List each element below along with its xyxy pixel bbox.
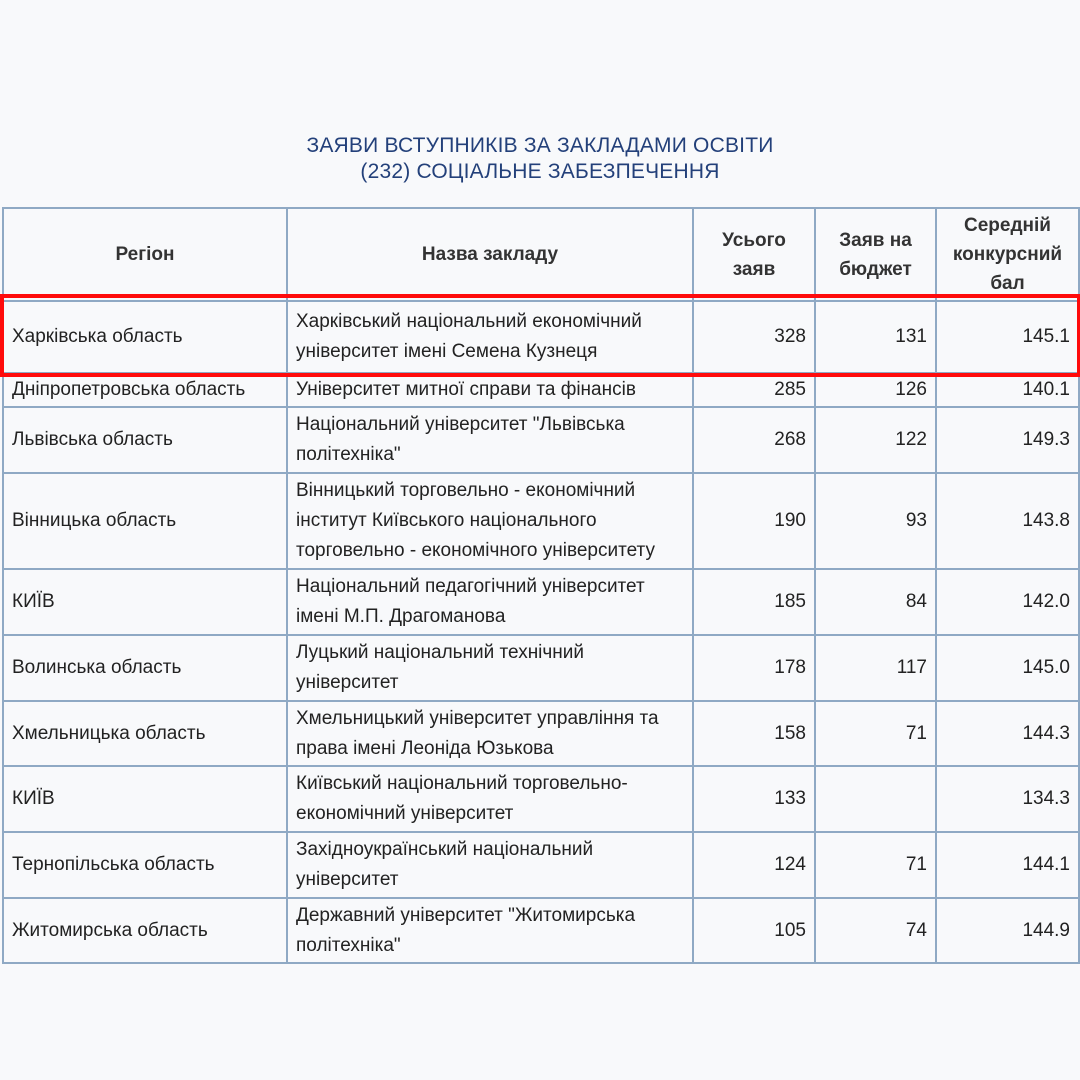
header-budget: Заяв на бюджет bbox=[815, 208, 936, 301]
table-row bbox=[3, 569, 1079, 635]
table-row bbox=[3, 473, 1079, 569]
cell-total: 190 bbox=[693, 473, 815, 569]
title-line-2: (232) СОЦІАЛЬНЕ ЗАБЕЗПЕЧЕННЯ bbox=[360, 160, 720, 183]
cell-institution: Національний університет "Львівська політехніка" bbox=[287, 407, 693, 473]
cell-budget: 71 bbox=[815, 832, 936, 898]
cell-institution: Вінницький торговельно - економічний інститут Київського національного торговельно - економічного університету bbox=[287, 473, 693, 569]
page-title bbox=[0, 133, 1080, 185]
cell-institution: Хмельницький університет управління та права імені Леоніда Юзькова bbox=[287, 701, 693, 766]
cell-avg-score: 144.3 bbox=[936, 701, 1079, 766]
cell-avg-score: 145.0 bbox=[936, 635, 1079, 701]
header-institution: Назва закладу bbox=[287, 208, 693, 301]
cell-avg-score: 145.1 bbox=[936, 301, 1079, 373]
cell-institution: Київський національний торговельно-економічний університет bbox=[287, 766, 693, 832]
table-header-row bbox=[3, 208, 1079, 301]
cell-budget: 84 bbox=[815, 569, 936, 635]
table-row bbox=[3, 701, 1079, 766]
cell-avg-score: 144.9 bbox=[936, 898, 1079, 963]
cell-institution: Харківський національний економічний університет імені Семена Кузнеця bbox=[287, 301, 693, 373]
cell-institution: Західноукраїнський національний університет bbox=[287, 832, 693, 898]
cell-total: 133 bbox=[693, 766, 815, 832]
cell-total: 268 bbox=[693, 407, 815, 473]
cell-budget: 93 bbox=[815, 473, 936, 569]
cell-region: Харківська область bbox=[3, 301, 287, 373]
header-avg-score: Середній конкурсний бал bbox=[936, 208, 1079, 301]
cell-region: Вінницька область bbox=[3, 473, 287, 569]
cell-budget bbox=[815, 766, 936, 832]
applications-table bbox=[2, 207, 1080, 964]
cell-budget: 131 bbox=[815, 301, 936, 373]
cell-budget: 122 bbox=[815, 407, 936, 473]
cell-total: 285 bbox=[693, 373, 815, 407]
cell-region: Львівська область bbox=[3, 407, 287, 473]
cell-avg-score: 142.0 bbox=[936, 569, 1079, 635]
cell-total: 328 bbox=[693, 301, 815, 373]
cell-budget: 71 bbox=[815, 701, 936, 766]
cell-avg-score: 149.3 bbox=[936, 407, 1079, 473]
cell-avg-score: 134.3 bbox=[936, 766, 1079, 832]
table-row bbox=[3, 301, 1079, 373]
cell-total: 124 bbox=[693, 832, 815, 898]
cell-region: Тернопільська область bbox=[3, 832, 287, 898]
cell-institution: Університет митної справи та фінансів bbox=[287, 373, 693, 407]
cell-institution: Державний університет "Житомирська політехніка" bbox=[287, 898, 693, 963]
cell-budget: 117 bbox=[815, 635, 936, 701]
cell-budget: 74 bbox=[815, 898, 936, 963]
cell-region: Хмельницька область bbox=[3, 701, 287, 766]
table-row bbox=[3, 407, 1079, 473]
cell-total: 105 bbox=[693, 898, 815, 963]
cell-total: 185 bbox=[693, 569, 815, 635]
cell-region: Дніпропетровська область bbox=[3, 373, 287, 407]
cell-budget: 126 bbox=[815, 373, 936, 407]
cell-avg-score: 140.1 bbox=[936, 373, 1079, 407]
table-row bbox=[3, 373, 1079, 407]
table-row bbox=[3, 635, 1079, 701]
cell-avg-score: 144.1 bbox=[936, 832, 1079, 898]
cell-total: 158 bbox=[693, 701, 815, 766]
table-row bbox=[3, 832, 1079, 898]
cell-region: Житомирська область bbox=[3, 898, 287, 963]
cell-region: КИЇВ bbox=[3, 766, 287, 832]
header-region: Регіон bbox=[3, 208, 287, 301]
cell-avg-score: 143.8 bbox=[936, 473, 1079, 569]
cell-region: Волинська область bbox=[3, 635, 287, 701]
table-row bbox=[3, 898, 1079, 963]
title-line-1: ЗАЯВИ ВСТУПНИКІВ ЗА ЗАКЛАДАМИ ОСВІТИ bbox=[306, 134, 774, 157]
table-row bbox=[3, 766, 1079, 832]
cell-institution: Луцький національний технічний університет bbox=[287, 635, 693, 701]
cell-region: КИЇВ bbox=[3, 569, 287, 635]
cell-total: 178 bbox=[693, 635, 815, 701]
header-total: Усього заяв bbox=[693, 208, 815, 301]
cell-institution: Національний педагогічний університет імені М.П. Драгоманова bbox=[287, 569, 693, 635]
